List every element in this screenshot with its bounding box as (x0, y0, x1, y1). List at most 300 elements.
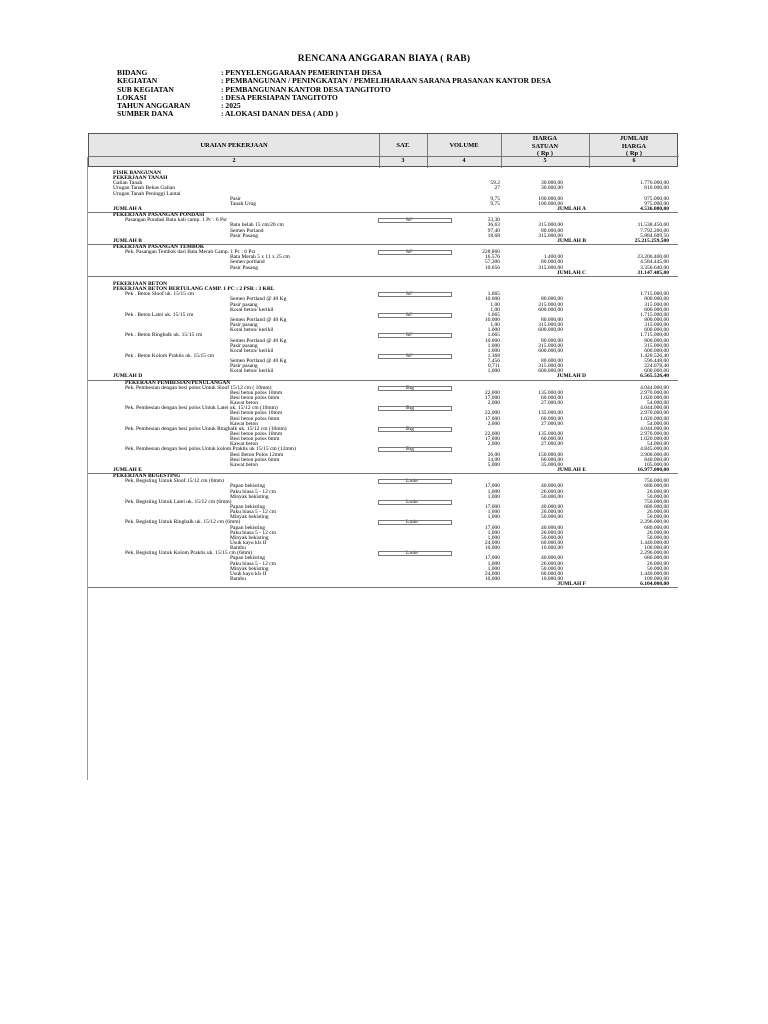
row-total-price: 50.000,00 (647, 565, 669, 572)
row-volume: 17,000 (484, 504, 500, 510)
row-description: Galian Tanah (113, 180, 143, 187)
row-unit-price: 40.000,00 (541, 524, 563, 531)
row-description: Pek . Beton Sloof uk. 15/15 cm (125, 291, 195, 298)
row-total-price: 315.000,00 (644, 322, 669, 329)
row-volume: 10.656 (484, 264, 500, 271)
row-total-price: 600.000,00 (644, 306, 669, 313)
row-unit-price: 135.000,00 (538, 431, 563, 438)
row-description: Besi beton polos 10mm (230, 389, 283, 396)
row-description: Kawat beton (230, 441, 258, 448)
row-total-price: 5.884.609,50 (640, 232, 669, 239)
header-jumlah-harga: JUMLAH HARGA ( Rp ) (619, 135, 649, 157)
row-unit-price: 40.000,00 (541, 483, 563, 490)
row-description: Kawat beton (230, 420, 258, 427)
row-description: Pek. Begisting Untuk Ringbalk uk. 15/12 cm (6mm) (125, 519, 241, 526)
row-total-price: 315.000,00 (644, 342, 669, 349)
table-body (88, 171, 678, 588)
row-description: Besi beton polos 6mm (230, 436, 280, 443)
row-subtotal-value: 6.104.000,00 (640, 581, 669, 588)
row-description: Besi beton polos 6mm (230, 395, 280, 402)
row-volume: 2,000 (487, 420, 500, 427)
row-unit-price: 315.000,00 (538, 322, 563, 329)
row-total-price: 11.538.450,00 (637, 222, 669, 229)
row-description: Usuk kayu kls II (230, 570, 267, 577)
row-description: Minyak bekisting (230, 565, 269, 572)
row-description: Koral beton/ kerikil (230, 368, 274, 375)
row-total-price: 105.000,00 (644, 461, 669, 468)
row-total-price: 26.000,00 (647, 509, 669, 516)
row-description: PEKERJAAN TANAH (113, 175, 168, 182)
row-total-price: 1.776.000,00 (640, 180, 669, 187)
row-volume: 14,00 (487, 456, 500, 463)
row-unit-price: 80.000,00 (541, 358, 563, 365)
row-unit-price: 315.000,00 (538, 264, 563, 271)
row-total-price: 7.792.200,00 (640, 227, 669, 234)
row-total-price: 224.078,40 (644, 363, 669, 370)
row-volume: 10.000 (484, 296, 500, 303)
row-description: JUMLAH D (113, 373, 143, 380)
row-description: Batu belah 15 cm/20 cm (230, 222, 284, 229)
row-volume: 16.576 (484, 254, 500, 261)
row-volume: 17,000 (484, 415, 500, 422)
row-volume: 97,40 (487, 227, 500, 234)
row-unit-price: 80.000,00 (541, 227, 563, 234)
metadata-key: KEGIATAN (117, 76, 158, 86)
row-description: Urugan Tanah Bekas Galian (113, 185, 175, 192)
row-unit-price: 30.000,00 (541, 185, 563, 192)
row-volume: 17,000 (484, 395, 500, 402)
row-unit-price: 27.000,00 (541, 400, 563, 407)
row-description: Pasir (230, 195, 241, 202)
row-description: Semen Porland (230, 227, 264, 234)
metadata-value: : PENYELENGGARAAN PEMERINTAH DESA (221, 68, 382, 77)
row-description: Besi beton polos 6mm (230, 456, 280, 463)
row-unit-price: 10.000,00 (541, 575, 563, 582)
row-unit-price: 26.000,00 (541, 529, 563, 536)
row-total-price: 4.044.000,00 (640, 405, 669, 412)
row-description: Bambu (230, 575, 246, 582)
row-description: Pek . Beton Latei uk. 15/15 cm (125, 311, 194, 318)
row-volume: 17,000 (484, 555, 500, 562)
row-volume: 33,30 (487, 217, 500, 224)
row-description: Papan bekisting (230, 483, 265, 490)
metadata-key: SUB KEGIATAN (117, 84, 174, 94)
row-unit-price: 27.000,00 (541, 441, 563, 448)
row-total-price: 1.440.000,00 (640, 539, 669, 546)
rab-table (88, 133, 678, 780)
row-volume: 228,860 (482, 249, 500, 256)
row-volume: 22,000 (484, 431, 500, 438)
row-unit-price: 80.000,00 (541, 296, 563, 303)
row-unit: Lmbr (406, 498, 419, 505)
row-description: Besi Beton Polos 12mm (230, 451, 284, 458)
row-unit: M² (406, 249, 413, 256)
row-description: PEKERJAAN PASANGAN TEMBOK (113, 243, 205, 250)
row-total-price: 50.000,00 (647, 534, 669, 541)
row-subtotal-label: JUMLAH F (557, 581, 586, 588)
row-unit-price: 150.000,00 (538, 451, 563, 458)
row-volume: 18,68 (487, 232, 500, 239)
row-volume: 22,000 (484, 410, 500, 417)
row-unit-price: 315.000,00 (538, 363, 563, 370)
row-description: Pasir pasang (230, 301, 258, 308)
row-total-price: 1.715.000,00 (640, 332, 669, 339)
row-total-price: 3.356.640,00 (640, 264, 669, 271)
row-description: Minyak bekisting (230, 514, 269, 521)
row-description: Pek. Begisting Untuk Sloof 15/12 cm (6mm) (125, 478, 224, 485)
row-description: PEKERJAAN BEGESTING (113, 473, 181, 480)
row-volume: 22,000 (484, 389, 500, 396)
row-description: Semen Portland @ 40 Kg (230, 337, 287, 344)
row-volume: 1.000 (487, 342, 500, 349)
row-total-price: 26.000,00 (647, 529, 669, 536)
row-total-price: 100.000,00 (644, 575, 669, 582)
row-description: Besi beton polos 6mm (230, 415, 280, 422)
row-total-price: 54.000,00 (647, 441, 669, 448)
row-description: Koral beton/ kerikil (230, 327, 274, 334)
row-total-price: 1.020.000,00 (640, 436, 669, 443)
row-unit: M³ (406, 217, 413, 224)
row-unit-price: 60.000,00 (541, 395, 563, 402)
row-description: Paku biasa 5 - 12 cm (230, 509, 276, 516)
row-unit: Btg (406, 405, 414, 412)
row-subtotal-label: JUMLAH C (556, 269, 586, 276)
metadata-row (117, 110, 551, 118)
row-unit-price: 315.000,00 (538, 232, 563, 239)
row-unit: Btg (406, 425, 414, 432)
metadata-key: TAHUN ANGGARAN (117, 101, 191, 111)
row-unit: M³ (406, 352, 413, 359)
row-unit-price: 50.000,00 (541, 534, 563, 541)
row-total-price: 100.000,00 (644, 545, 669, 552)
row-unit-price: 50.000,00 (541, 565, 563, 572)
metadata-key: BIDANG (117, 68, 148, 77)
row-volume: 10,000 (484, 545, 500, 552)
row-total-price: 26.000,00 (647, 488, 669, 495)
row-total-price: 1.715.000,00 (640, 311, 669, 318)
row-subtotal-label: JUMLAH A (557, 205, 586, 212)
row-total-price: 1.440.000,00 (640, 570, 669, 577)
row-description: Semen Portland @ 40 Kg (230, 296, 287, 303)
row-description: PEKERJAAN PASANGAN PONDASI (113, 212, 205, 219)
row-description: JUMLAH B (113, 237, 142, 244)
row-total-price: 4.044.000,00 (640, 384, 669, 391)
row-unit-price: 60.000,00 (541, 415, 563, 422)
row-total-price: 4.584.445,00 (640, 259, 669, 266)
row-total-price: 680.000,00 (644, 555, 669, 562)
row-description: PEKERJAAN BETON (113, 280, 168, 287)
row-total-price: 756.000,00 (644, 498, 669, 505)
row-total-price: 4.044.000,00 (640, 425, 669, 432)
row-unit-price: 50.000,00 (541, 493, 563, 500)
row-volume: 9,75 (490, 195, 500, 202)
row-description: Paku biasa 5 - 12 cm (230, 529, 276, 536)
row-description: Semen portland (230, 259, 265, 266)
row-unit-price: 135.000,00 (538, 410, 563, 417)
row-description: Kawat beton (230, 400, 258, 407)
row-volume: 1,000 (487, 488, 500, 495)
row-total-price: 975.000,00 (644, 195, 669, 202)
row-description: FISIK BANGUNAN (113, 170, 162, 176)
row-description: Pek. Pembesian dengan besi polos Untuk Ringbalk uk. 15/12 cm (10mm) (125, 425, 287, 432)
row-volume: 1,000 (487, 368, 500, 375)
header-col-number: 5 (543, 158, 547, 164)
row-unit-price: 40.000,00 (541, 555, 563, 562)
row-volume: 1,00 (490, 301, 500, 308)
row-description: Pasir pasang (230, 363, 258, 370)
row-volume: 1,000 (487, 565, 500, 572)
row-total-price: 680.000,00 (644, 504, 669, 510)
row-volume: 17,000 (484, 524, 500, 531)
row-unit-price: 60.000,00 (541, 539, 563, 546)
row-description: Besi beton polos 10mm (230, 431, 283, 438)
row-description: JUMLAH E (113, 467, 142, 474)
row-description: Pek. Pembesian dengan besi polos Untuk kolom Praktis uk 15/15 cm (12mm) (125, 446, 296, 453)
row-total-price: 315.000,00 (644, 301, 669, 308)
row-unit: Btg (406, 384, 414, 391)
table-row (88, 582, 678, 588)
row-total-price: 54.000,00 (647, 420, 669, 427)
row-total-price: 1.020.000,00 (640, 395, 669, 402)
header-harga-satuan: HARGA SATUAN ( Rp ) (531, 135, 559, 157)
row-unit-price: 50.000,00 (541, 514, 563, 521)
row-unit: M³ (406, 291, 413, 298)
row-total-price: 800.000,00 (644, 316, 669, 323)
row-volume: 1,000 (487, 509, 500, 516)
row-volume: 10.000 (484, 316, 500, 323)
row-total-price: 600.000,00 (644, 347, 669, 354)
row-volume: 5,000 (487, 461, 500, 468)
row-unit-price: 80.000,00 (541, 259, 563, 266)
row-volume: 0,711 (487, 363, 500, 370)
row-volume: 1.665 (487, 291, 500, 298)
document-title: RENCANA ANGGARAN BIAYA ( RAB) (297, 54, 471, 64)
header-sat: SAT. (396, 142, 410, 149)
row-unit-price: 135.000,00 (538, 389, 563, 396)
row-volume: 1,00 (490, 306, 500, 313)
row-unit: Lmbr (406, 478, 419, 485)
row-volume: 10.000 (484, 337, 500, 344)
row-volume: 1,000 (487, 493, 500, 500)
table-header (88, 133, 678, 167)
row-description: Semen Portland @ 40 Kg (230, 316, 287, 323)
row-total-price: 680.000,00 (644, 524, 669, 531)
row-volume: 1.000 (487, 327, 500, 334)
row-description: Pek . Beton Ringbalk uk. 15/15 cm (125, 332, 203, 339)
row-volume: 1,000 (487, 560, 500, 567)
row-subtotal-label: JUMLAH E (557, 467, 586, 474)
row-volume: 1,000 (487, 514, 500, 521)
row-subtotal-label: JUMLAH D (556, 373, 586, 380)
row-unit-price: 80.000,00 (541, 316, 563, 323)
row-volume: 1,00 (490, 322, 500, 329)
row-total-price: 50.000,00 (647, 514, 669, 521)
metadata-value: : PEMBANGUNAN / PENINGKATAN / PEMELIHARAAN SARANA PRASANAN KANTOR DESA (221, 76, 552, 86)
row-total-price: 800.000,00 (644, 337, 669, 344)
row-description: Tanah Urug (230, 200, 257, 207)
metadata-value: : PEMBANGUNAN KANTOR DESA TANGITOTO (221, 84, 391, 94)
row-description: Bambu (230, 545, 246, 552)
row-description: Pasir pasang (230, 322, 258, 329)
row-volume: 17,000 (484, 436, 500, 443)
row-total-price: 3.900.000,00 (640, 451, 669, 458)
row-total-price: 2.970.000,00 (640, 410, 669, 417)
row-description: Usuk kayu kls II (230, 539, 267, 546)
row-total-price: 2.296.000,00 (640, 550, 669, 557)
row-description: JUMLAH A (113, 205, 142, 212)
header-volume: VOLUME (449, 142, 479, 149)
row-unit: Btg (406, 446, 414, 453)
row-volume: 24,000 (484, 570, 500, 577)
row-unit-price: 600.000,00 (538, 347, 563, 354)
row-total-price: 2.970.000,00 (640, 389, 669, 396)
row-description: Besi beton polos 10mm (230, 410, 283, 417)
row-total-price: 810.000,00 (644, 185, 669, 192)
row-total-price: 2.296.000,00 (640, 519, 669, 526)
row-total-price: 4.845.000,00 (640, 446, 669, 453)
row-subtotal-label: JUMLAH B (557, 237, 586, 244)
row-volume: 24,000 (484, 539, 500, 546)
header-col-number: 3 (401, 158, 405, 164)
row-volume: 27 (494, 185, 500, 192)
row-unit: M³ (406, 332, 413, 339)
row-unit-price: 600.000,00 (538, 327, 563, 334)
row-unit-price: 60.000,00 (541, 570, 563, 577)
row-unit-price: 35.000,00 (541, 461, 563, 468)
row-volume: 1.000 (487, 347, 500, 354)
row-subtotal-value: 31.147.485,00 (637, 269, 669, 276)
row-unit-price: 60.000,00 (541, 436, 563, 443)
row-unit-price: 100.000,00 (538, 200, 563, 207)
row-description: Pasir Pasang (230, 264, 258, 271)
row-total-price: 800.000,00 (644, 296, 669, 303)
row-description: Pek. Begisting Untuk Kolom Praktis uk. 15/15 cm (6mm) (125, 550, 253, 557)
row-description: Pasir pasang (230, 342, 258, 349)
row-description: Papan bekisting (230, 555, 265, 562)
row-description: Semen Portland @ 40 Kg (230, 358, 287, 365)
row-description: Papan bekisting (230, 504, 265, 510)
row-total-price: 756.000,00 (644, 478, 669, 485)
row-total-price: 1.420.526,40 (640, 352, 669, 359)
header-col-number: 6 (632, 158, 636, 164)
row-description: Bata Merah 5 x 11 x 25 cm (230, 254, 290, 261)
row-total-price: 600.000,00 (644, 368, 669, 375)
row-description: Pek . Beton Kolom Praktis uk. 15/15 cm (125, 352, 215, 359)
row-unit-price: 10.000,00 (541, 545, 563, 552)
row-volume: 1.368 (487, 352, 500, 359)
row-description: PEKERAAN PEMBESIAN/PENULANGAN (125, 379, 231, 386)
row-volume: 1,000 (487, 529, 500, 536)
metadata-key: LOKASI (117, 92, 147, 102)
header-col-number: 2 (232, 158, 236, 164)
row-unit-price: 26.000,00 (541, 509, 563, 516)
row-volume: 1.665 (487, 332, 500, 339)
header-col-number: 4 (462, 158, 466, 164)
row-volume: 7,456 (487, 358, 500, 365)
row-unit-price: 315.000,00 (538, 222, 563, 229)
row-description: Koral beton/ kerikil (230, 347, 274, 354)
row-volume: 2,000 (487, 400, 500, 407)
row-description: Paku biasa 5 - 12 cm (230, 560, 276, 567)
row-volume: 57,306 (484, 259, 500, 266)
row-unit: Lmbr (406, 550, 419, 557)
row-unit: Lmbr (406, 519, 419, 526)
row-total-price: 600.000,00 (644, 327, 669, 334)
project-metadata (117, 69, 551, 119)
metadata-key: SUMBER DANA (117, 109, 174, 119)
row-volume: 26,00 (487, 451, 500, 458)
row-volume: 17,000 (484, 483, 500, 490)
row-description: PEKERJAAN BETON BERTULANG CAMP. 1 PC : 2 PSR : 3 KRL (113, 286, 275, 293)
row-total-price: 1.715.000,00 (640, 291, 669, 298)
row-unit-price: 40.000,00 (541, 504, 563, 510)
row-volume: 59.2 (490, 180, 500, 187)
row-unit-price: 1.400,00 (543, 254, 563, 261)
header-uraian: URAIAN PEKERJAAN (200, 142, 268, 149)
row-unit-price: 315.000,00 (538, 342, 563, 349)
row-unit-price: 100.000,00 (538, 195, 563, 202)
row-volume: 9,75 (490, 200, 500, 207)
row-unit-price: 600.000,00 (538, 306, 563, 313)
row-description: Kawat beton (230, 461, 258, 468)
row-unit-price: 27.000,00 (541, 420, 563, 427)
row-total-price: 1.020.000,00 (640, 415, 669, 422)
row-description: Urugan Tanah Peninggi Lantai (113, 190, 181, 197)
row-total-price: 975.000,00 (644, 200, 669, 207)
row-total-price: 680.000,00 (644, 483, 669, 490)
row-description: Pasir Pasang (230, 232, 258, 239)
row-description: Papan bekisting (230, 524, 265, 531)
row-total-price: 23.206.400,00 (637, 254, 669, 261)
row-description: Koral beton/ kerikil (230, 306, 274, 313)
row-total-price: 840.000,00 (644, 456, 669, 463)
row-unit-price: 80.000,00 (541, 337, 563, 344)
row-description: Minyak bekisting (230, 493, 269, 500)
row-unit-price: 30.000,00 (541, 180, 563, 187)
row-description: Minyak bekisting (230, 534, 269, 541)
row-unit-price: 26.000,00 (541, 488, 563, 495)
row-subtotal-value: 16.977.000,00 (637, 467, 669, 474)
row-total-price: 596.448,00 (644, 358, 669, 365)
row-description: Paku biasa 5 - 12 cm (230, 488, 276, 495)
row-subtotal-value: 6.565.526,40 (640, 373, 669, 380)
row-volume: 1,000 (487, 534, 500, 541)
row-volume: 1.665 (487, 311, 500, 318)
row-unit-price: 600.000,00 (538, 368, 563, 375)
row-unit-price: 315.000,00 (538, 301, 563, 308)
row-description: Pasangan Pondasi Batu kali camp. 1 Pc : 6 Psr (125, 217, 228, 224)
row-volume: 10,000 (484, 575, 500, 582)
metadata-value: : 2025 (221, 101, 241, 111)
row-total-price: 2.970.000,00 (640, 431, 669, 438)
row-description: Pek. Begisting Untuk Latei uk. 15/12 cm (6mm) (125, 498, 232, 505)
metadata-value: : DESA PERSIAPAN TANGITOTO (221, 92, 338, 102)
row-volume: 2,000 (487, 441, 500, 448)
row-subtotal-value: 4.536.000,00 (640, 205, 669, 212)
row-description: Pek. Pembesian dengan besi polos Untuk Sloof 15/12 cm ( 10mm) (125, 384, 272, 391)
row-total-price: 50.000,00 (647, 493, 669, 500)
row-description: Pek. Pembesian dengan besi polos Untuk Latei uk. 15/12 cm (10mm) (125, 405, 278, 412)
row-unit-price: 26.000,00 (541, 560, 563, 567)
row-subtotal-value: 25.215.259,500 (634, 237, 669, 244)
row-total-price: 54.000,00 (647, 400, 669, 407)
metadata-value: : ALOKASI DANAN DESA ( ADD ) (221, 109, 338, 119)
row-total-price: 26.000,00 (647, 560, 669, 567)
row-description: Pek. Pasangan Tembok dari Bata Merah Camp. 1 Pc : 6 Psr (125, 249, 256, 256)
row-volume: 36,63 (487, 222, 500, 229)
row-unit: M³ (406, 311, 413, 318)
row-unit-price: 60.000,00 (541, 456, 563, 463)
